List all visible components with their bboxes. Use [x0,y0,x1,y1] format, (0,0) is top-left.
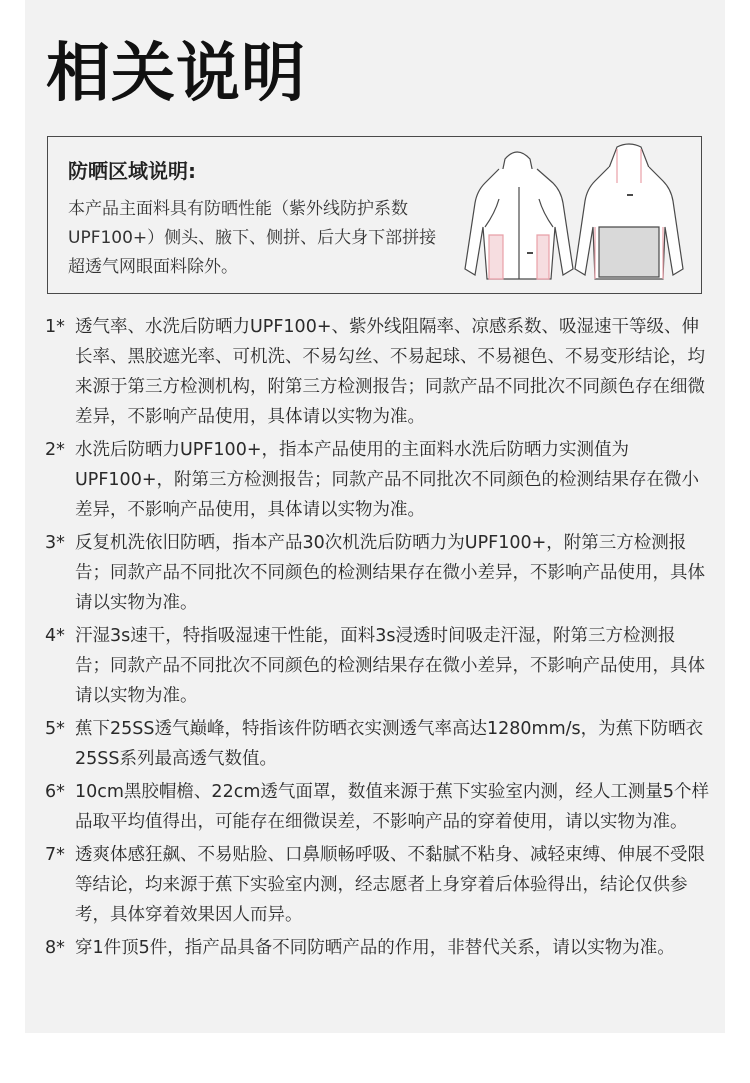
note-number: 2* [45,440,65,460]
note-text: 透爽体感狂飙、不易贴脸、口鼻顺畅呼吸、不黏腻不粘身、减轻束缚、伸展不受限等结论，均来源于蕉下实验室内测，经志愿者上身穿着后体验得出，结论仅供参考，具体穿着效果因人而异。 [75,845,705,925]
note-number: 5* [45,719,65,739]
note-text: 穿1件顶5件，指产品具备不同防晒产品的作用，非替代关系，请以实物为准。 [75,938,675,958]
note-text: 透气率、水洗后防晒力UPF100+、紫外线阻隔率、凉感系数、吸湿速干等级、伸长率、黑胶遮光率、可机洗、不易勾丝、不易起球、不易褪色、不易变形结论，均来源于第三方检测机构，附第三方检测报告；同款产品不同批次不同颜色存在细微差异，不影响产品使用，具体请以实物为准。 [75,317,705,427]
sun-protection-text: 本产品主面料具有防晒性能（紫外线防护系数UPF100+）侧头、腋下、侧拼、后大身下部拼接超透气网眼面料除外。 [68,199,437,277]
jacket-back-illustration [575,144,683,279]
jacket-front-illustration [465,152,573,279]
list-item [45,528,710,618]
note-number: 1* [45,317,65,337]
notes-list [45,312,710,966]
list-item [45,933,710,963]
note-text: 反复机洗依旧防晒，指本产品30次机洗后防晒力为UPF100+，附第三方检测报告；同款产品不同批次不同颜色的检测结果存在微小差异，不影响产品使用，具体请以实物为准。 [75,533,705,613]
note-text: 10cm黑胶帽檐、22cm透气面罩，数值来源于蕉下实验室内测，经人工测量5个样品取平均值得出，可能存在细微误差，不影响产品的穿着使用，请以实物为准。 [75,782,710,832]
note-text: 汗湿3s速干，特指吸湿速干性能，面料3s浸透时间吸走汗湿，附第三方检测报告；同款产品不同批次不同颜色的检测结果存在微小差异，不影响产品使用，具体请以实物为准。 [75,626,705,706]
list-item [45,312,710,432]
note-number: 3* [45,533,65,553]
list-item [45,435,710,525]
list-item [45,777,710,837]
note-text: 水洗后防晒力UPF100+，指本产品使用的主面料水洗后防晒力实测值为UPF100+，附第三方检测报告；同款产品不同批次不同颜色的检测结果存在微小差异，不影响产品使用，具体请以实物为准。 [75,440,699,520]
note-text: 蕉下25SS透气巅峰，特指该件防晒衣实测透气率高达1280mm/s，为蕉下防晒衣25SS系列最高透气数值。 [75,719,704,769]
note-number: 8* [45,938,65,958]
list-item [45,840,710,930]
sun-protection-info-box [47,136,702,294]
note-number: 4* [45,626,65,646]
jacket-diagram [455,143,691,289]
sun-protection-heading: 防晒区域说明: [68,159,196,183]
page-title: 相关说明 [46,37,306,111]
list-item [45,621,710,711]
note-number: 6* [45,782,65,802]
list-item [45,714,710,774]
note-number: 7* [45,845,65,865]
